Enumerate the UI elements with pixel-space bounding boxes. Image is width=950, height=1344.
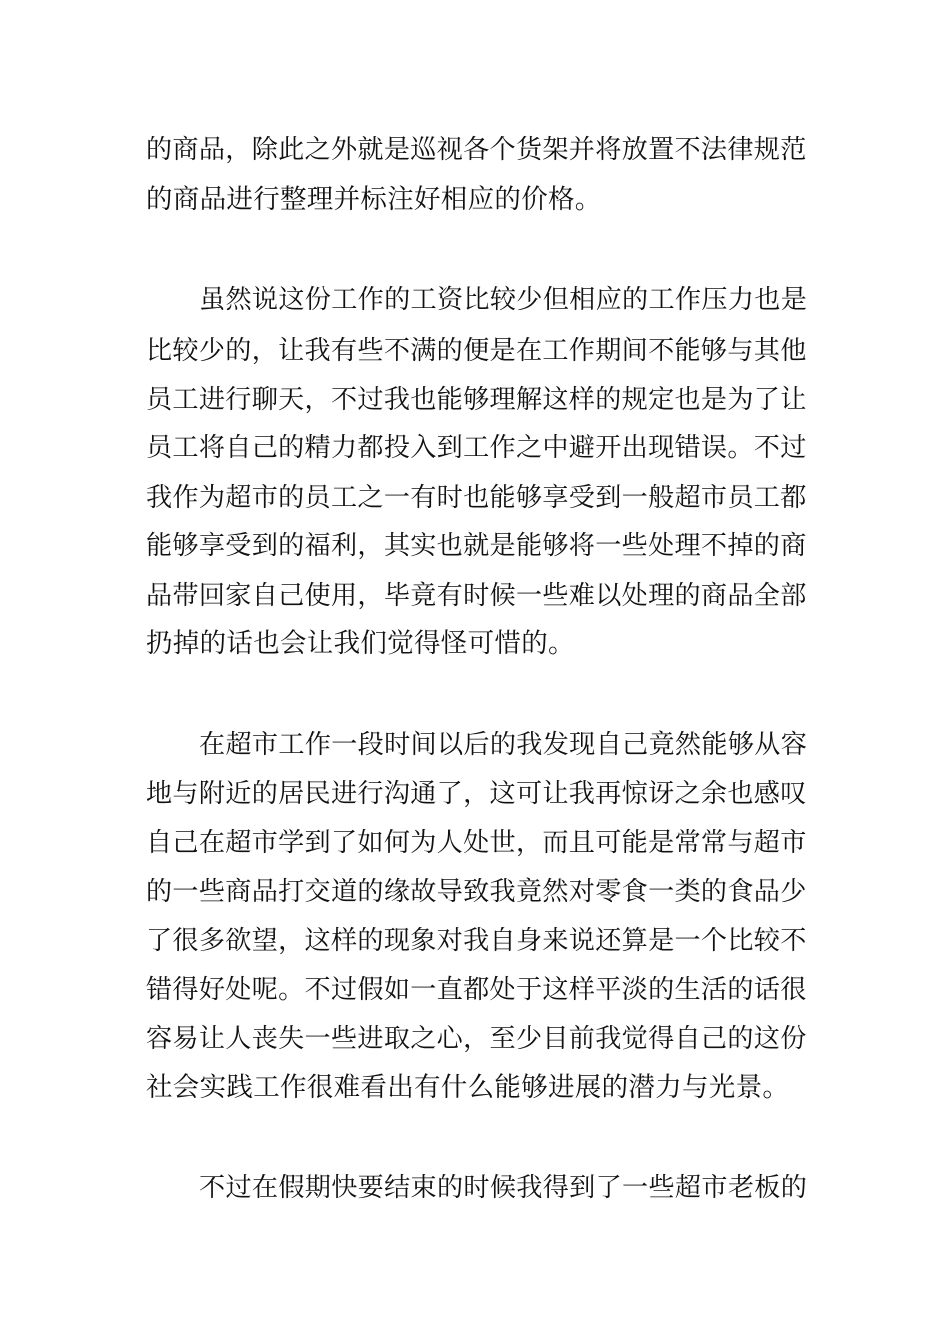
paragraph-3-line-8: 社会实践工作很难看出有什么能够进展的潜力与光景。 (146, 1072, 790, 1103)
paragraph-2-line-1: 虽然说这份工作的工资比较少但相应的工作压力也是 (199, 285, 808, 315)
paragraph-3-line-3: 自己在超市学到了如何为人处世，而且可能是常常与超市 (146, 828, 807, 858)
paragraph-2-line-3: 员工进行聊天，不过我也能够理解这样的规定也是为了让 (146, 385, 807, 415)
paragraph-1-line-2: 的商品进行整理并标注好相应的价格。 (146, 184, 602, 215)
paragraph-2-line-7: 品带回家自己使用，毕竟有时候一些难以处理的商品全部 (146, 581, 807, 611)
paragraph-3-line-1: 在超市工作一段时间以后的我发现自己竟然能够从容 (199, 730, 808, 760)
paragraph-3-line-6: 错得好处呢。不过假如一直都处于这样平淡的生活的话很 (146, 975, 807, 1005)
paragraph-3-line-7: 容易让人丧失一些进取之心，至少目前我觉得自己的这份 (146, 1024, 807, 1054)
paragraph-3-line-2: 地与附近的居民进行沟通了，这可让我再惊讶之余也感叹 (146, 779, 807, 809)
paragraph-2-line-5: 我作为超市的员工之一有时也能够享受到一般超市员工都 (146, 483, 807, 513)
paragraph-4-line-1: 不过在假期快要结束的时候我得到了一些超市老板的 (199, 1173, 808, 1203)
paragraph-1-line-1: 的商品，除此之外就是巡视各个货架并将放置不法律规范 (146, 135, 807, 165)
paragraph-2-line-2: 比较少的，让我有些不满的便是在工作期间不能够与其他 (146, 336, 807, 366)
paragraph-2-line-8: 扔掉的话也会让我们觉得怪可惜的。 (146, 628, 575, 659)
paragraph-2-line-6: 能够享受到的福利，其实也就是能够将一些处理不掉的商 (146, 531, 807, 561)
paragraph-3-line-5: 了很多欲望，这样的现象对我自身来说还算是一个比较不 (146, 926, 807, 956)
paragraph-2-line-4: 员工将自己的精力都投入到工作之中避开出现错误。不过 (146, 433, 807, 463)
paragraph-3-line-4: 的一些商品打交道的缘故导致我竟然对零食一类的食品少 (146, 877, 807, 907)
